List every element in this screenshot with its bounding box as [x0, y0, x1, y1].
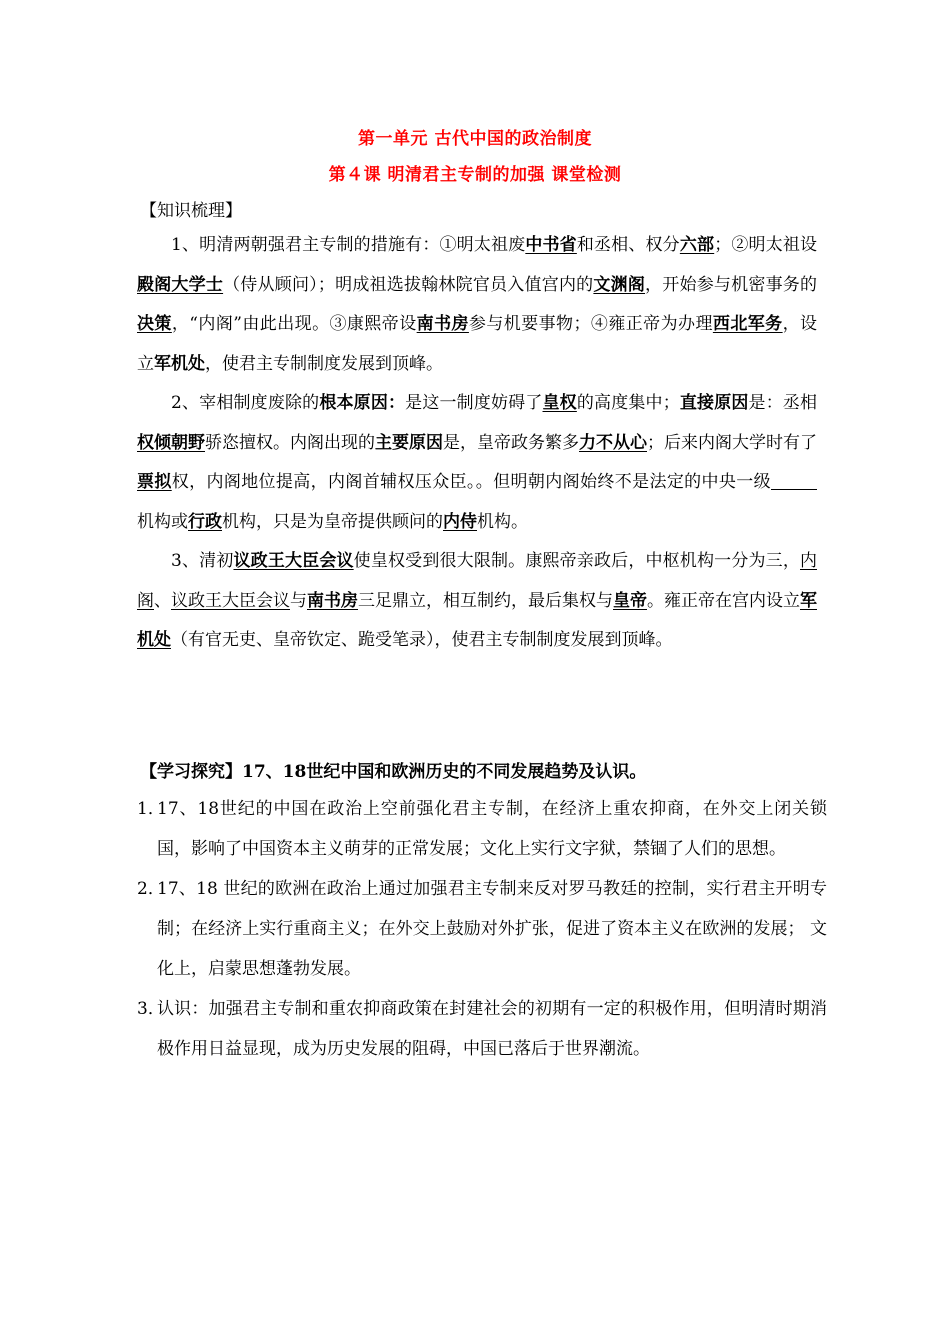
text-run: 、 — [154, 590, 171, 611]
knowledge-heading: 【知识梳理】 — [140, 201, 242, 221]
keyword: 军机处 — [154, 353, 205, 374]
keyword: 南书房 — [416, 314, 469, 334]
text-run: 机构。 — [477, 511, 528, 532]
text-run: （有官无吏、皇帝钦定、跪受笔录），使君主专制制度发展到顶峰。 — [171, 630, 673, 650]
list-item-text: 17、18 世纪的欧洲在政治上通过加强君主专制来反对罗马教廷的控制，实行君主开明专制；在经济上实行重商主义；在外交上鼓励对外扩张，促进了资本主义在欧洲的发展； 文化上，启蒙思想蓬勃发展。 — [157, 879, 827, 979]
explore-heading: 【学习探究】17、18世纪中国和欧洲历史的不同发展趋势及认识。 — [140, 762, 647, 782]
text-run: 2、宰相制度废除的 — [171, 393, 320, 413]
keyword: 内侍 — [443, 511, 477, 532]
text-run: 3、清初 — [171, 551, 234, 571]
keyword: 议政王大臣会议 — [171, 590, 290, 611]
keyword: 根本原因： — [319, 393, 406, 413]
list-number: 2． — [137, 879, 165, 899]
text-run: 是这一制度妨碍了 — [405, 393, 543, 413]
text-run: 是，皇帝政务繁多 — [443, 432, 579, 453]
list-item — [137, 789, 827, 869]
text-run: 机构，只是为皇帝提供顾问的 — [222, 511, 443, 532]
fill-blank — [771, 471, 817, 490]
keyword: 军机处 — [137, 590, 817, 650]
list-item — [137, 989, 827, 1069]
text-run: ；后来内阁大学时有了 — [647, 432, 817, 453]
keyword: 议政王大臣会议 — [233, 551, 354, 571]
list-item-text: 17、18世纪的中国在政治上空前强化君主专制，在经济上重农抑商，在外交上闭关锁国，影响了中国资本主义萌芽的正常发展；文化上实行文字狱，禁锢了人们的思想。 — [157, 799, 827, 859]
keyword: 皇帝 — [613, 590, 647, 611]
knowledge-paragraph-2 — [137, 384, 817, 542]
text-run: （侍从顾问）；明成祖选拔翰林院官员入值宫内的 — [223, 274, 594, 295]
keyword: 中书省 — [525, 235, 577, 255]
text-run: 权，内阁地位提高，内阁首辅权压众臣。。但明朝内阁始终不是法定的中央一级 — [171, 472, 772, 492]
keyword: 六部 — [679, 235, 715, 255]
list-number: 1． — [137, 799, 165, 819]
text-run: 是：丞相 — [748, 393, 818, 413]
knowledge-paragraph-3 — [137, 542, 817, 661]
keyword: 主要原因 — [375, 432, 443, 453]
keyword: 行政 — [188, 511, 222, 532]
text-run: ，使君主专制制度发展到顶峰。 — [205, 353, 443, 374]
unit-title: 第一单元 古代中国的政治制度 — [358, 129, 592, 149]
text-run: ，开始参与机密事务的 — [645, 274, 818, 295]
text-run: 使皇权受到很大限制。康熙帝亲政后，中枢机构一分为三， — [353, 551, 800, 571]
knowledge-paragraph-1 — [137, 226, 817, 384]
keyword: 直接原因 — [679, 393, 749, 413]
text-run: 骄恣擅权。内阁出现的 — [205, 432, 375, 453]
list-item — [137, 869, 827, 989]
keyword: 决策 — [137, 314, 172, 334]
list-number: 3． — [137, 999, 165, 1019]
knowledge-body — [137, 226, 817, 661]
text-run: 的高度集中； — [576, 393, 680, 413]
keyword: 权倾朝野 — [137, 432, 205, 453]
keyword: 票拟 — [137, 472, 172, 492]
list-item-text: 认识：加强君主专制和重农抑商政策在封建社会的初期有一定的积极作用，但明清时期消极作用日益显现，成为历史发展的阻碍，中国已落后于世界潮流。 — [157, 999, 827, 1059]
text-run: ，设立 — [137, 314, 818, 374]
text-run: ，“内阁”由此出现。③康熙帝设 — [171, 314, 417, 334]
keyword: 皇权 — [542, 393, 577, 413]
text-run: 机构或 — [137, 511, 188, 532]
keyword: 内阁 — [137, 551, 817, 611]
keyword: 西北军务 — [712, 314, 783, 334]
text-run: 1、明清两朝强君主专制的措施有：①明太祖废 — [171, 235, 526, 255]
explore-list — [137, 789, 827, 1069]
keyword: 殿阁大学士 — [137, 274, 224, 295]
text-run: ；②明太祖设 — [714, 235, 818, 255]
text-run: 。雍正帝在宫内设立 — [647, 590, 800, 611]
keyword: 文渊阁 — [593, 274, 646, 295]
lesson-title: 第４课 明清君主专制的加强 课堂检测 — [328, 165, 622, 185]
text-run: 与 — [290, 590, 307, 611]
keyword: 力不从心 — [579, 432, 647, 453]
text-run: 三足鼎立，相互制约，最后集权与 — [358, 590, 613, 611]
keyword: 南书房 — [307, 590, 358, 611]
text-run: 和丞相、权分 — [576, 235, 680, 255]
text-run: 参与机要事物；④雍正帝为办理 — [468, 314, 713, 334]
